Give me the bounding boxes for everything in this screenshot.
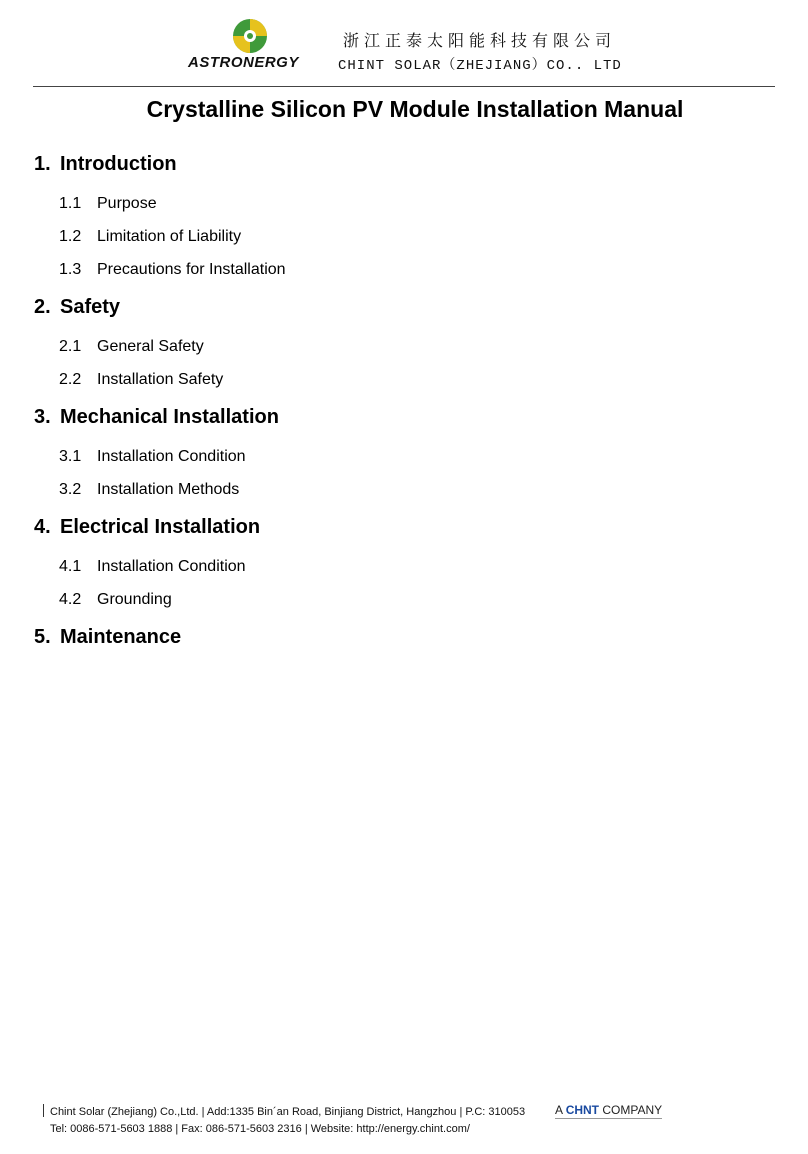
toc-item-1-1: [59, 195, 157, 213]
item-title: Grounding: [97, 591, 172, 608]
astronergy-logo-icon: [232, 18, 268, 54]
footer-divider-bar: [43, 1104, 44, 1117]
toc-item-1-3: [59, 261, 286, 279]
section-number: 1.: [34, 153, 51, 175]
company-name-english: CHINT SOLAR（ZHEJIANG）CO.. LTD: [338, 58, 622, 74]
section-title: Safety: [60, 296, 121, 318]
toc-item-4-2: [59, 591, 172, 609]
toc-item-3-1: [59, 448, 246, 466]
chint-company-badge: [555, 1103, 662, 1119]
section-title: Electrical Installation: [60, 516, 261, 538]
document-title: Crystalline Silicon PV Module Installation Manual: [146, 96, 684, 122]
item-number: 3.2: [59, 481, 82, 498]
item-number: 1.2: [59, 228, 82, 245]
toc-section-1: [34, 153, 177, 176]
footer-contact-line: Tel: 0086-571-5603 1888 | Fax: 086-571-5603 2316 | Website: http://energy.chint.com/: [50, 1123, 470, 1135]
item-title: Installation Safety: [97, 371, 224, 388]
item-title: Installation Condition: [97, 558, 246, 575]
page-header: [0, 0, 808, 90]
header-divider: [33, 86, 775, 87]
section-title: Mechanical Installation: [60, 406, 279, 428]
item-title: Installation Condition: [97, 448, 246, 465]
toc-item-4-1: [59, 558, 246, 576]
item-number: 3.1: [59, 448, 82, 465]
item-title: Installation Methods: [97, 481, 240, 498]
item-title: General Safety: [97, 338, 204, 355]
page-footer: [0, 1100, 808, 1150]
section-title: Maintenance: [60, 626, 182, 648]
section-number: 5.: [34, 626, 51, 648]
toc-item-1-2: [59, 228, 241, 246]
company-name-chinese: 浙江正泰太阳能科技有限公司: [343, 31, 617, 50]
item-number: 2.1: [59, 338, 82, 355]
footer-address-line: [43, 1104, 525, 1118]
item-title: Purpose: [97, 195, 157, 212]
chint-brand-logo: CHNT: [565, 1103, 600, 1117]
toc-item-2-1: [59, 338, 204, 356]
toc-section-3: [34, 406, 279, 429]
section-title: Introduction: [60, 153, 177, 175]
section-number: 4.: [34, 516, 51, 538]
toc-item-3-2: [59, 481, 239, 499]
toc-section-4: [34, 516, 260, 539]
astronergy-wordmark: ASTRONERGY: [188, 54, 299, 71]
item-number: 1.1: [59, 195, 82, 212]
badge-suffix: COMPANY: [602, 1103, 663, 1117]
item-number: 1.3: [59, 261, 82, 278]
badge-prefix: A: [555, 1103, 563, 1117]
item-title: Limitation of Liability: [97, 228, 242, 245]
item-number: 2.2: [59, 371, 82, 388]
section-number: 3.: [34, 406, 51, 428]
section-number: 2.: [34, 296, 51, 318]
item-number: 4.2: [59, 591, 82, 608]
toc-section-2: [34, 296, 120, 319]
toc-section-5: [34, 626, 181, 649]
footer-address-text: Chint Solar (Zhejiang) Co.,Ltd. | Add:1335 Bin´an Road, Binjiang District, Hangzhou | P.C: 310053: [50, 1106, 526, 1118]
toc-item-2-2: [59, 371, 223, 389]
item-title: Precautions for Installation: [97, 261, 286, 278]
item-number: 4.1: [59, 558, 82, 575]
